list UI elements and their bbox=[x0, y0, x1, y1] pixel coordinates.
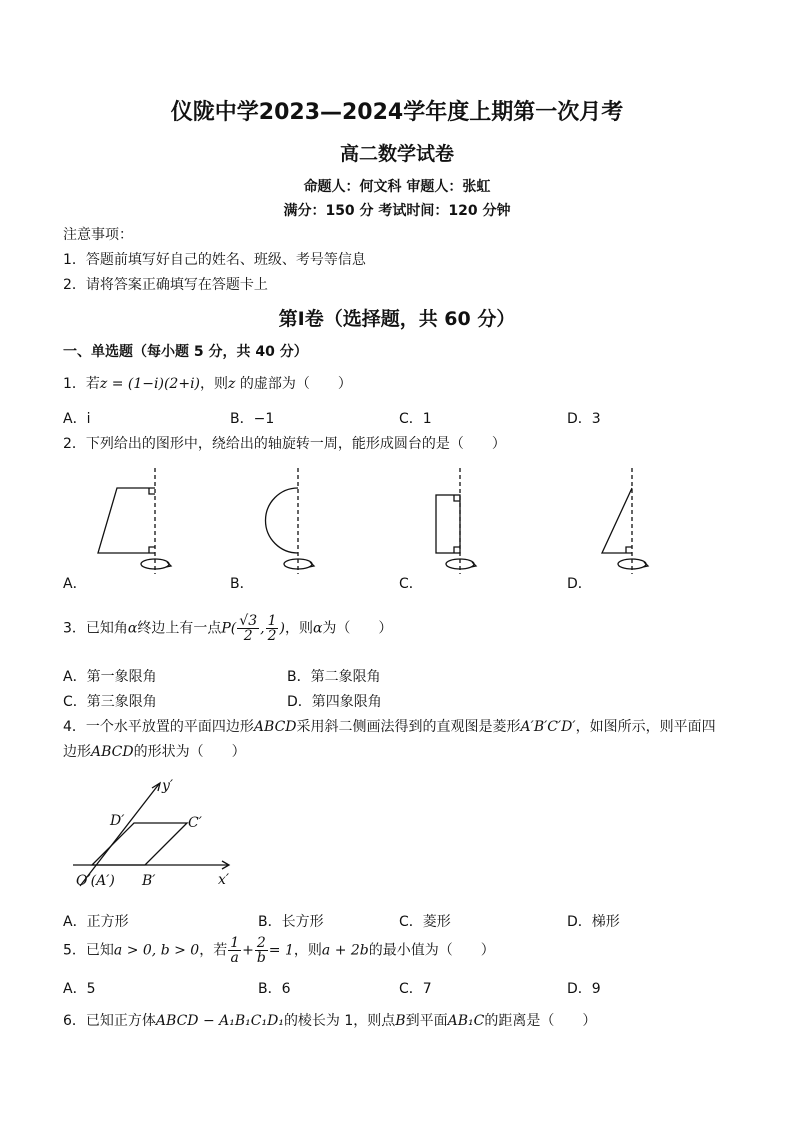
option-a: A．第一象限角 bbox=[63, 669, 157, 685]
option-c: C．7 bbox=[399, 981, 432, 997]
section-title: 第Ⅰ卷（选择题，共 60 分） bbox=[278, 308, 516, 330]
question-2: 2．下列给出的图形中，绕给出的轴旋转一周，能形成圆台的是（ ） bbox=[63, 436, 506, 452]
q5-eq: = 1 bbox=[268, 942, 294, 959]
q5-after: ，则 bbox=[293, 942, 322, 959]
q3-frac1-den: 2 bbox=[243, 628, 253, 644]
q6-mid2: 到平面 bbox=[405, 1013, 448, 1029]
q4-abcd2: ABCD bbox=[91, 744, 134, 760]
score-time-line: 满分：150 分 考试时间：120 分钟 bbox=[283, 203, 511, 219]
q4-line2-suffix: 的形状为（ ） bbox=[133, 744, 246, 760]
option-c: C．菱形 bbox=[399, 914, 451, 930]
q6-mid: 的棱长为 1，则点 bbox=[283, 1013, 396, 1029]
option-a: A． bbox=[63, 576, 87, 592]
figure-a-trapezoid bbox=[98, 468, 171, 574]
q2-figures bbox=[60, 462, 740, 580]
option-c: C．第三象限角 bbox=[63, 694, 157, 710]
label-o: O′(A′) bbox=[76, 873, 115, 889]
q4-rhombus: A′B′C′D′ bbox=[520, 719, 576, 735]
option-d: D．9 bbox=[567, 981, 601, 997]
option-a: A．i bbox=[63, 411, 91, 427]
q4-suffix: ，如图所示，则平面四 bbox=[575, 719, 716, 735]
q6-point-b: B bbox=[395, 1013, 406, 1029]
option-a: A．5 bbox=[63, 981, 96, 997]
option-a: A．正方形 bbox=[63, 914, 129, 930]
q5-frac-2 bbox=[255, 936, 268, 965]
option-b: B．6 bbox=[258, 981, 291, 997]
y-axis bbox=[80, 784, 159, 886]
q6-cube: ABCD − A₁B₁C₁D₁ bbox=[155, 1013, 284, 1029]
q3-after: ，则 bbox=[284, 620, 313, 637]
q3-point-close: ) bbox=[279, 620, 285, 637]
option-b: B．−1 bbox=[230, 411, 275, 427]
q5-frac2-num: 2 bbox=[256, 935, 266, 951]
notice-heading: 注意事项： bbox=[63, 227, 133, 243]
question-5 bbox=[63, 936, 495, 965]
option-b: B．第二象限角 bbox=[287, 669, 381, 685]
q3-frac1-num: √3 bbox=[239, 613, 258, 629]
exam-subtitle: 高二数学试卷 bbox=[339, 143, 454, 165]
authors-line: 命题人：何文科 审题人：张虹 bbox=[303, 179, 491, 195]
q5-frac1-num: 1 bbox=[230, 935, 240, 951]
label-y: y′ bbox=[162, 778, 174, 794]
option-b: B． bbox=[230, 576, 254, 592]
q5-plus: + bbox=[242, 942, 254, 959]
exam-title: 仪陇中学2023—2024学年度上期第一次月考 bbox=[170, 100, 624, 125]
option-d: D．第四象限角 bbox=[287, 694, 382, 710]
q3-frac-2 bbox=[266, 614, 279, 643]
q5-mid: ，若 bbox=[199, 942, 228, 959]
option-d: D．梯形 bbox=[567, 914, 620, 930]
q4-mid: 采用斜二侧画法得到的直观图是菱形 bbox=[296, 719, 521, 735]
q5-suffix: 的最小值为（ ） bbox=[368, 942, 495, 959]
q4-abcd: ABCD bbox=[253, 719, 297, 735]
question-4-line-1 bbox=[63, 716, 716, 736]
question-6 bbox=[63, 1010, 596, 1030]
option-d: D． bbox=[567, 576, 592, 592]
q3-alpha2: α bbox=[312, 620, 323, 637]
q1-formula: z = (1−i)(2+i) bbox=[99, 376, 201, 392]
label-d: D′ bbox=[110, 813, 125, 829]
section-subtitle: 一、单选题（每小题 5 分，共 40 分） bbox=[63, 344, 308, 360]
q4-figure bbox=[70, 772, 245, 890]
q1-suffix: 的虚部为（ ） bbox=[235, 376, 352, 392]
q5-cond: a > 0, b > 0 bbox=[113, 942, 200, 959]
q6-plane: AB₁C bbox=[447, 1013, 485, 1029]
label-c: C′ bbox=[188, 815, 202, 831]
question-4-line-2 bbox=[63, 741, 246, 761]
q3-frac2-num: 1 bbox=[267, 613, 277, 629]
q3-alpha: α bbox=[127, 620, 138, 637]
figure-b-semicircle bbox=[266, 468, 315, 574]
question-3 bbox=[63, 614, 392, 643]
option-c: C． bbox=[399, 576, 423, 592]
question-1 bbox=[63, 373, 352, 393]
q3-mid: 终边上有一点 bbox=[137, 620, 222, 637]
q3-comma: , bbox=[260, 620, 265, 637]
q5-prefix: 5．已知 bbox=[63, 942, 114, 959]
q5-expr: a + 2b bbox=[321, 942, 369, 959]
q3-prefix: 3．已知角 bbox=[63, 620, 128, 637]
label-b: B′ bbox=[142, 873, 156, 889]
notice-item: 2．请将答案正确填写在答题卡上 bbox=[63, 277, 268, 293]
notice-item: 1．答题前填写好自己的姓名、班级、考号等信息 bbox=[63, 252, 366, 268]
q6-prefix: 6．已知正方体 bbox=[63, 1013, 156, 1029]
q1-var: z bbox=[228, 376, 236, 392]
option-b: B．长方形 bbox=[258, 914, 324, 930]
q4-line2-prefix: 边形 bbox=[63, 744, 91, 760]
label-x: x′ bbox=[218, 872, 230, 888]
q3-frac-1 bbox=[237, 614, 259, 643]
q5-frac-1 bbox=[228, 936, 241, 965]
rhombus-shape bbox=[92, 823, 187, 865]
q4-prefix: 4．一个水平放置的平面四边形 bbox=[63, 719, 254, 735]
q6-suffix: 的距离是（ ） bbox=[484, 1013, 597, 1029]
q3-point-open: P( bbox=[221, 620, 237, 637]
option-c: C．1 bbox=[399, 411, 432, 427]
figure-d-triangle bbox=[602, 468, 648, 574]
q1-prefix: 1．若 bbox=[63, 376, 100, 392]
q5-frac2-den: b bbox=[256, 950, 266, 966]
option-d: D．3 bbox=[567, 411, 601, 427]
q1-mid: ，则 bbox=[200, 376, 229, 392]
q3-suffix: 为（ ） bbox=[322, 620, 393, 637]
figure-c-rectangle bbox=[436, 468, 476, 574]
q5-frac1-den: a bbox=[230, 950, 239, 966]
q3-frac2-den: 2 bbox=[267, 628, 277, 644]
